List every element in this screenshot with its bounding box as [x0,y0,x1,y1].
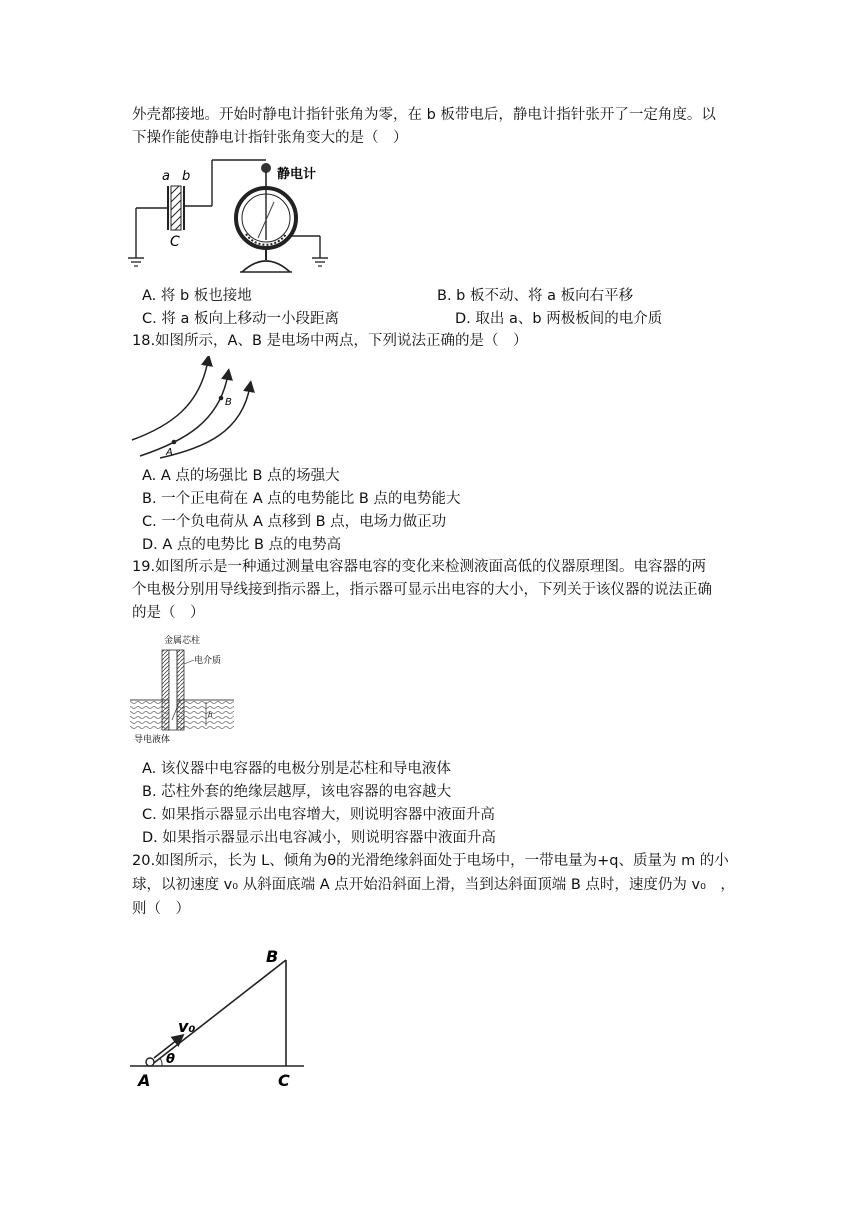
q17-stem-line2: 下操作能使静电计指针张角变大的是（ ） [132,130,408,146]
q18-option-d: D. A 点的电势比 B 点的电势高 [142,537,342,553]
q17-label-c: C [170,234,180,250]
q20-label-c: C [278,1071,290,1090]
q20-stem-line3: 则（ ） [132,901,190,917]
q20-stem-line1: 20.如图所示，长为 L、倾角为θ的光滑绝缘斜面处于电场中，一带电量为+q、质量为 m 的小 [132,853,729,869]
q19-stem-line3: 的是（ ） [132,605,205,621]
q20-stem-line2: 球，以初速度 v₀ 从斜面底端 A 点开始沿斜面上滑，当到达斜面顶端 B 点时，速度仍为 v₀ ， [132,877,735,893]
q17-electrometer-figure [128,158,333,276]
q18-option-b: B. 一个正电荷在 A 点的电势能比 B 点的电势能大 [142,491,461,507]
q20-label-b: B [266,947,279,966]
q20-label-a: A [138,1071,151,1090]
q19-option-a: A. 该仪器中电容器的电极分别是芯柱和导电液体 [142,761,451,777]
q19-label-liquid: 导电液体 [134,735,171,745]
q18-stem: 18.如图所示，A、B 是电场中两点，下列说法正确的是（ ） [132,333,528,349]
q20-label-v: v₀ [178,1017,196,1036]
q18-label-a: A [166,447,173,458]
q19-label-dielectric: 电介质 [194,656,222,666]
q19-option-c: C. 如果指示器显示出电容增大，则说明容器中液面升高 [142,807,495,823]
q17-label-b: b [182,169,191,184]
q19-level-gauge-figure [128,630,238,746]
q18-label-b: B [225,397,232,408]
q20-incline-figure [128,940,308,1090]
q17-option-d: D. 取出 a、b 两极板间的电介质 [455,311,663,327]
q18-field-lines-figure [130,356,260,460]
q17-label-meter: 静电计 [277,167,317,182]
q19-label-core: 金属芯柱 [164,636,201,646]
q17-option-a: A. 将 b 板也接地 [142,288,252,304]
q17-stem-line1: 外壳都接地。开始时静电计指针张角为零，在 b 板带电后，静电计指针张开了一定角度。以 [132,107,716,123]
q19-stem-line1: 19.如图所示是一种通过测量电容器电容的变化来检测液面高低的仪器原理图。电容器的两 [132,559,707,575]
q20-label-theta: θ [166,1052,175,1067]
q17-option-c: C. 将 a 板向上移动一小段距离 [142,311,339,327]
q17-label-a: a [162,169,170,184]
q19-option-d: D. 如果指示器显示出电容减小，则说明容器中液面升高 [142,830,496,846]
q17-option-b: B. b 板不动、将 a 板向右平移 [437,288,634,304]
q19-label-h: h [208,711,213,719]
q19-stem-line2: 个电极分别用导线接到指示器上，指示器可显示出电容的大小，下列关于该仪器的说法正确 [132,582,712,598]
q18-option-a: A. A 点的场强比 B 点的场强大 [142,468,340,484]
q19-option-b: B. 芯柱外套的绝缘层越厚，该电容器的电容越大 [142,784,452,800]
q18-option-c: C. 一个负电荷从 A 点移到 B 点，电场力做正功 [142,514,447,530]
